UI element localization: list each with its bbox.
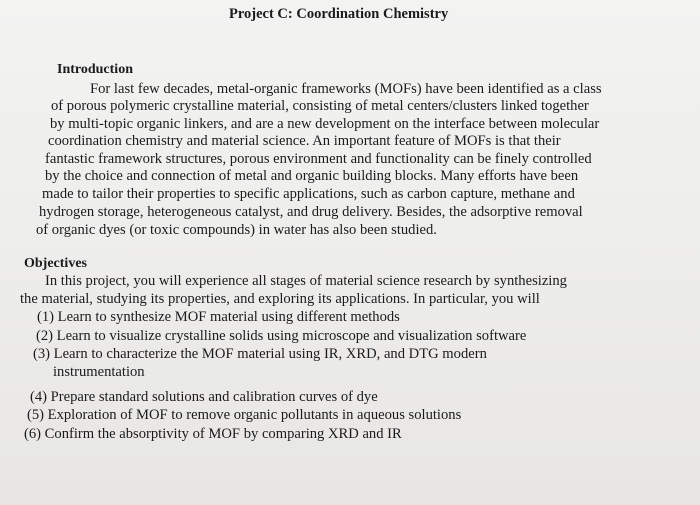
intro-line: hydrogen storage, heterogeneous catalyst, and drug delivery. Besides, the adsorptive removal bbox=[39, 204, 583, 220]
objective-item: (3) Learn to characterize the MOF material using IR, XRD, and DTG modern bbox=[33, 346, 487, 362]
objective-item: (4) Prepare standard solutions and calibration curves of dye bbox=[30, 389, 378, 405]
intro-line: by the choice and connection of metal and organic building blocks. Many efforts have been bbox=[45, 168, 579, 184]
objectives-line: the material, studying its properties, and exploring its applications. In particular, you will bbox=[20, 291, 540, 307]
intro-line: of organic dyes (or toxic compounds) in water has also been studied. bbox=[36, 222, 437, 238]
objective-item: (1) Learn to synthesize MOF material using different methods bbox=[37, 309, 400, 325]
intro-line: fantastic framework structures, porous environment and functionality can be finely controlled bbox=[45, 151, 592, 167]
objective-item: instrumentation bbox=[53, 364, 145, 380]
objectives-line: In this project, you will experience all stages of material science research by synthesizing bbox=[45, 273, 567, 289]
intro-line: of porous polymeric crystalline material, consisting of metal centers/clusters linked together bbox=[51, 98, 589, 114]
introduction-heading: Introduction bbox=[57, 62, 133, 77]
objective-item: (2) Learn to visualize crystalline solids using microscope and visualization software bbox=[36, 328, 527, 344]
bleed-through-text bbox=[60, 26, 64, 42]
intro-line: by multi-topic organic linkers, and are a new development on the interface between molecular bbox=[50, 116, 600, 132]
page-title: Project C: Coordination Chemistry bbox=[229, 6, 449, 22]
objective-item: (6) Confirm the absorptivity of MOF by comparing XRD and IR bbox=[24, 426, 402, 442]
intro-line: made to tailor their properties to specific applications, such as carbon capture, methane and bbox=[42, 186, 575, 202]
intro-line: coordination chemistry and material science. An important feature of MOFs is that their bbox=[48, 133, 561, 149]
objectives-heading: Objectives bbox=[24, 256, 87, 271]
objective-item: (5) Exploration of MOF to remove organic pollutants in aqueous solutions bbox=[27, 407, 462, 423]
intro-line: For last few decades, metal-organic frameworks (MOFs) have been identified as a class bbox=[90, 81, 602, 97]
